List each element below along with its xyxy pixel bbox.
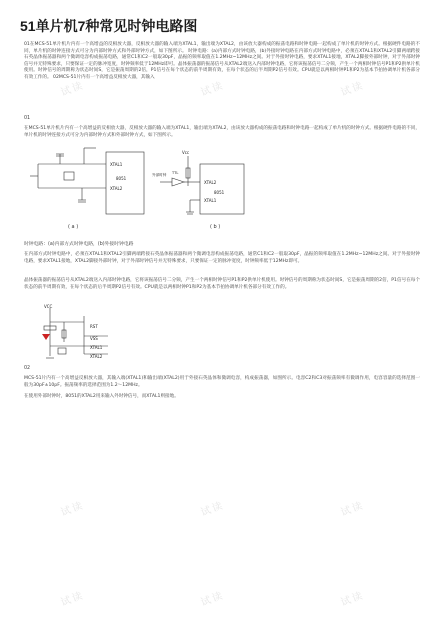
section-label-02: 02	[24, 366, 31, 371]
xtal2-pin-label: XTAL2	[110, 186, 123, 191]
vss-pin-label: VSS	[90, 336, 98, 341]
xtal1-pin-label-2: XTAL1	[90, 345, 103, 350]
rst-pin-label: RST	[90, 324, 98, 329]
watermark: 试读	[59, 500, 86, 519]
ttl-label: TTL	[172, 171, 179, 175]
reset-indicator-icon	[42, 334, 50, 340]
watermark: 试读	[59, 590, 86, 609]
watermark: 试读	[199, 500, 226, 519]
paragraph-3: 晶体振荡器的振荡信号从XTAL2端送入内部时钟电路，它将该振荡信号二分频，产生一个两相时钟信号P1和P2供单片机使用。时钟信号的周期称为状态时间S，它是振荡周期的2倍，P1信号在每个状态的前半周期有效，在每个状态的后半周期P2信号有效。CPU就是以两相时钟P1和P2为基本节拍协调单片机各部分有效工作的。	[24, 278, 420, 290]
watermark: 试读	[199, 590, 226, 609]
vcc-label-2: VCC	[44, 304, 53, 309]
section1-paragraph: 在MCS-51单片机片内有一个高增益的反相放大器，反相放大器的输入端为XTAL1，输出端为XTAL2，由该放大器构成的振荡电路和时钟电路一起构成了单片机的时钟方式。根据硬件电路的不同，单片机的时钟连接方式可分为内部时钟方式和外部时钟方式，如下图所示。	[24, 126, 420, 138]
xtal2-pin-label-2: XTAL2	[90, 354, 103, 359]
intro-paragraph: 01在MCS-51单片机片内有一个高增益的反相放大器，反相放大器的输入端为XTAL1，输出端为XTAL2，由该放大器构成的振荡电路和时钟电路一起构成了单片机的时钟方式。根据硬件电路的不同，单片机的时钟连接方式可分为内部时钟方式和外部时钟方式，如下图所示。 时钟电路：(a)内部方式时钟电路，(b)外接时钟电路在内部方式时钟电路中，必须在XTAL1和XTAL2引脚两端跨接石英晶体振荡器和两个微调电容构成振荡电路，通常C1和C2一般取30pF，晶振的频率取值在1.2MHz~12MHz之间。对于外接时钟电路，要求XTAL1接地，XTAL2脚接外部时钟，对于外部时钟信号并无特殊要求，只要保证一定的脉冲宽度，时钟频率低于12MHz即可。晶体振荡器的振荡信号从XTAL2端送入内部时钟电路，它将该振荡信号二分频，产生一个两相时钟信号P1和P2供单片机使用。时钟信号的周期称为状态时间S，它是振荡周期的2倍，P1信号在每个状态的前半周期有效，在每个状态的后半周期P2信号有效。CPU就是以两相时钟P1和P2为基本节拍协调单片机各部分有效工作的。 02MCS-51片内有一个高增益反相放大器，其输入	[24, 42, 420, 80]
xtal1-pin-label-b: XTAL1	[204, 198, 217, 203]
watermark: 试读	[59, 80, 86, 99]
figure-label-b: ( b )	[210, 224, 221, 230]
reset-crystal-figure	[24, 302, 134, 362]
internal-clock-circuit	[30, 148, 144, 214]
watermark: 试读	[339, 500, 366, 519]
figure-label-a: ( a )	[68, 224, 79, 230]
paragraph-2: 在内部方式时钟电路中，必须在XTAL1和XTAL2引脚两端跨接石英晶体振荡器和两个微调电容构成振荡电路，通常C1和C2一般取30pF，晶振的频率取值在1.2MHz~12MHz之间。对于外接时钟电路，要求XTAL1接地，XTAL2脚接外部时钟，对于外部时钟信号并无特殊要求，只要保证一定的脉冲宽度，时钟频率低于12MHz即可。	[24, 252, 420, 264]
watermark: 试读	[339, 590, 366, 609]
clock-circuit-figure	[24, 142, 274, 234]
section-label-01: 01	[24, 116, 31, 121]
reset-crystal-circuit	[44, 308, 108, 358]
watermark: 试读	[339, 80, 366, 99]
chip-label-a: 8051	[116, 176, 127, 181]
external-clock-label: 外部时钟	[152, 173, 167, 177]
chip-label-b: 8051	[214, 190, 225, 195]
page-title: 51单片机7种常见时钟电路图	[20, 18, 198, 34]
section2-paragraph-2: 在使用外部时钟时，8051的XTAL2用来输入外时钟信号，而XTAL1则接地。	[24, 394, 179, 399]
external-clock-circuit	[160, 156, 244, 214]
watermark: 试读	[199, 80, 226, 99]
vcc-label: Vcc	[182, 150, 190, 155]
xtal1-pin-label: XTAL1	[110, 162, 123, 167]
xtal2-pin-label-b: XTAL2	[204, 180, 217, 185]
section2-paragraph: MCS-51片内有一个高增益反相放大器，其输入端(XTAL1)和输出端(XTAL2)用于外接石英晶体和微调电容，构成振荡器，如图所示。电容C2和C3对振荡频率有微调作用，电容容量的选择范围一般为30pF±10pF。振荡频率的选择范围为1.2～12MHz。	[24, 376, 420, 388]
figure-caption: 时钟电路：(a)内部方式时钟电路，(b)外接时钟电路	[24, 242, 134, 247]
